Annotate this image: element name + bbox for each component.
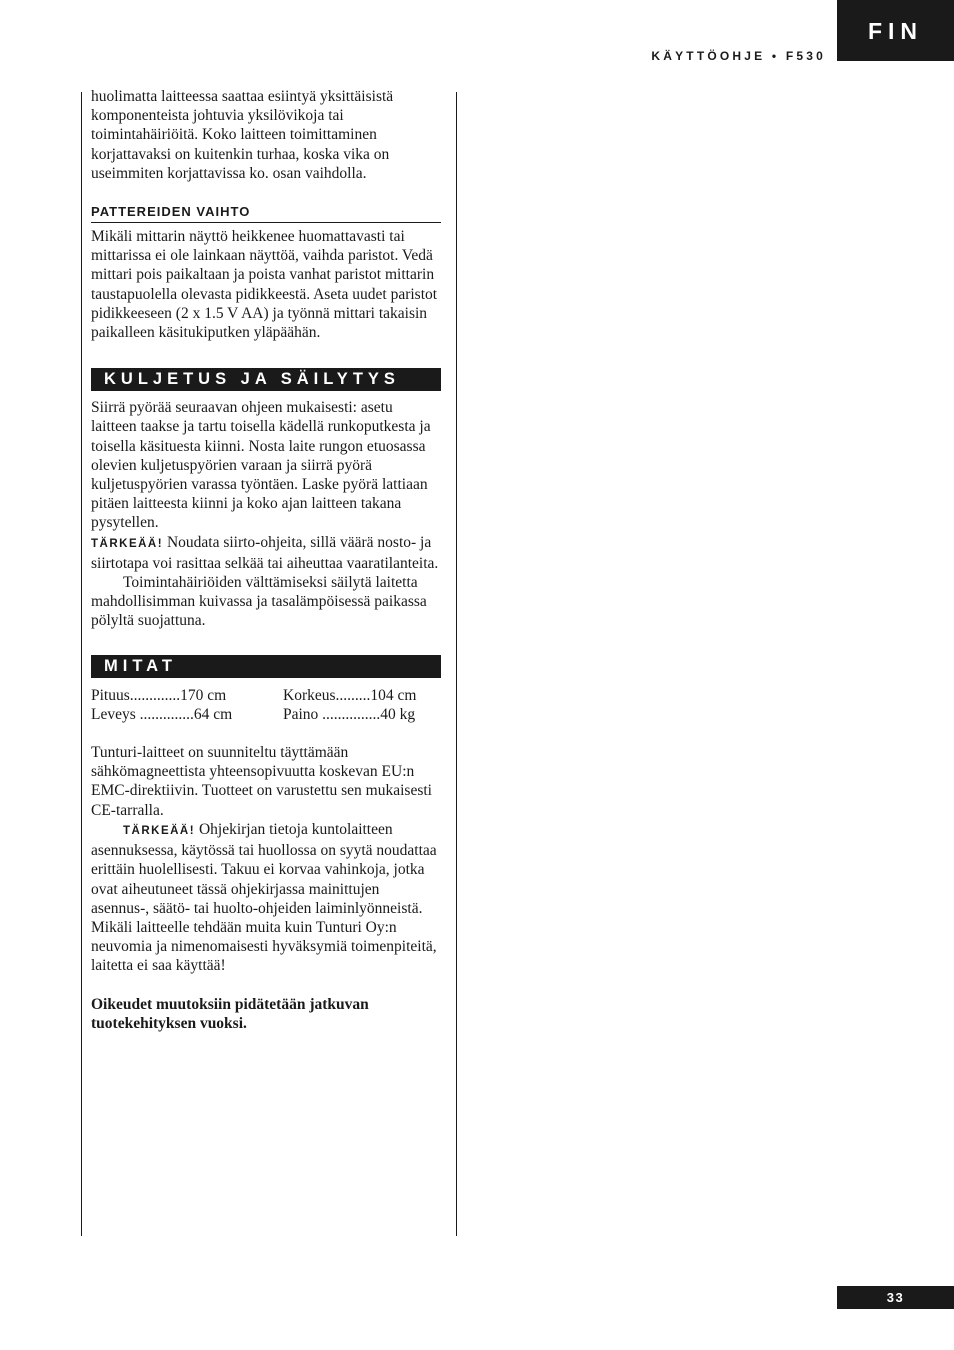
transport-important-label: TÄRKEÄÄ! bbox=[91, 537, 164, 550]
battery-heading: PATTEREIDEN VAIHTO bbox=[91, 204, 441, 223]
dimensions-table bbox=[91, 686, 441, 724]
intro-paragraph: huolimatta laitteessa saattaa esiintyä yksittäisistä komponenteista johtuvia yksilövikoja tai toimintahäiriöitä. Koko laitteen toimittaminen korjattavaksi on kuitenkin turhaa, koska vika on useimmiten korjattavissa ko. osan vaihdolla. bbox=[91, 88, 394, 182]
transport-important-text: Noudata siirto-ohjeita, sillä väärä nosto- ja siirtotapa voi rasittaa selkää tai aiheuttaa vaaratilanteita. bbox=[91, 533, 439, 572]
storage-paragraph: Toimintahäiriöiden välttämiseksi säilytä laitetta mahdollisimman kuivassa ja tasalämpöisessä paikassa pölyltä suojattuna. bbox=[91, 574, 427, 630]
rights-reserved-note: Oikeudet muutoksiin pidätetään jatkuvan tuotekehityksen vuoksi. bbox=[91, 995, 369, 1032]
dimension-height: Korkeus.........104 cm bbox=[283, 686, 417, 704]
dimension-length: Pituus.............170 cm bbox=[91, 686, 227, 704]
emc-important-text: Ohjekirjan tietoja kuntolaitteen asennuksessa, käytössä tai huollossa on syytä noudattaa erittäin huolellisesti. Takuu ei korvaa vahinkoja, jotka ovat aiheutuneet tässä ohjekirjassa mainittujen asennus-, säätö- tai huolto-ohjeiden laiminlyönneistä. Mikäli laitteelle tehdään muita kuin Tunturi Oy:n neuvomia ja nimenomaisesti hyväksymiä toimenpiteitä, laitetta ei saa käyttää! bbox=[91, 820, 437, 975]
battery-paragraph: Mikäli mittarin näyttö heikkenee huomattavasti tai mittarissa ei ole lainkaan näyttöä, vaihda paristot. Vedä mittari pois paikaltaan ja poista vanhat paristot mittarin taustapuolella olevasta pidikkeestä. Aseta uudet paristot pidikkeeseen (2 x 1.5 V AA) ja työnnä mittari takaisin paikalleen käsitukiputken yläpäähän. bbox=[91, 228, 438, 342]
emc-important-label: TÄRKEÄÄ! bbox=[123, 824, 196, 837]
dimension-weight: Paino ...............40 kg bbox=[283, 705, 416, 723]
page-number: 33 bbox=[837, 1286, 954, 1309]
dimension-width: Leveys ..............64 cm bbox=[91, 705, 233, 723]
emc-paragraph: Tunturi-laitteet on suunniteltu täyttämään sähkömagneettista yhteensopivuutta koskevan EU:n EMC-direktiivin. Tuotteet on varustettu sen mukaisesti CE-tarralla. bbox=[91, 744, 432, 819]
transport-paragraph bbox=[91, 398, 441, 573]
language-tab: FIN bbox=[837, 0, 954, 61]
dimensions-heading: MITAT bbox=[91, 655, 441, 678]
column-rule-right bbox=[456, 92, 457, 1236]
running-head: KÄYTTÖOHJE • F530 bbox=[651, 49, 826, 63]
column-rule-left bbox=[81, 92, 82, 1236]
transport-heading: KULJETUS JA SÄILYTYS bbox=[91, 368, 441, 391]
text-column bbox=[91, 87, 441, 1033]
transport-text: Siirrä pyörää seuraavan ohjeen mukaisesti: asetu laitteen taakse ja tartu toisella kädellä runkoputkesta ja toisella käsituesta kiinni. Nosta laite rungon etuosassa olevien kuljetuspyörien varaan ja siirrä pyörä kuljetuspyörien varassa työntäen. Laske pyörä lattiaan pitäen laitteesta kiinni ja koko ajan laitteen takana pysytellen. bbox=[91, 399, 431, 532]
emc-important-paragraph bbox=[91, 820, 441, 976]
